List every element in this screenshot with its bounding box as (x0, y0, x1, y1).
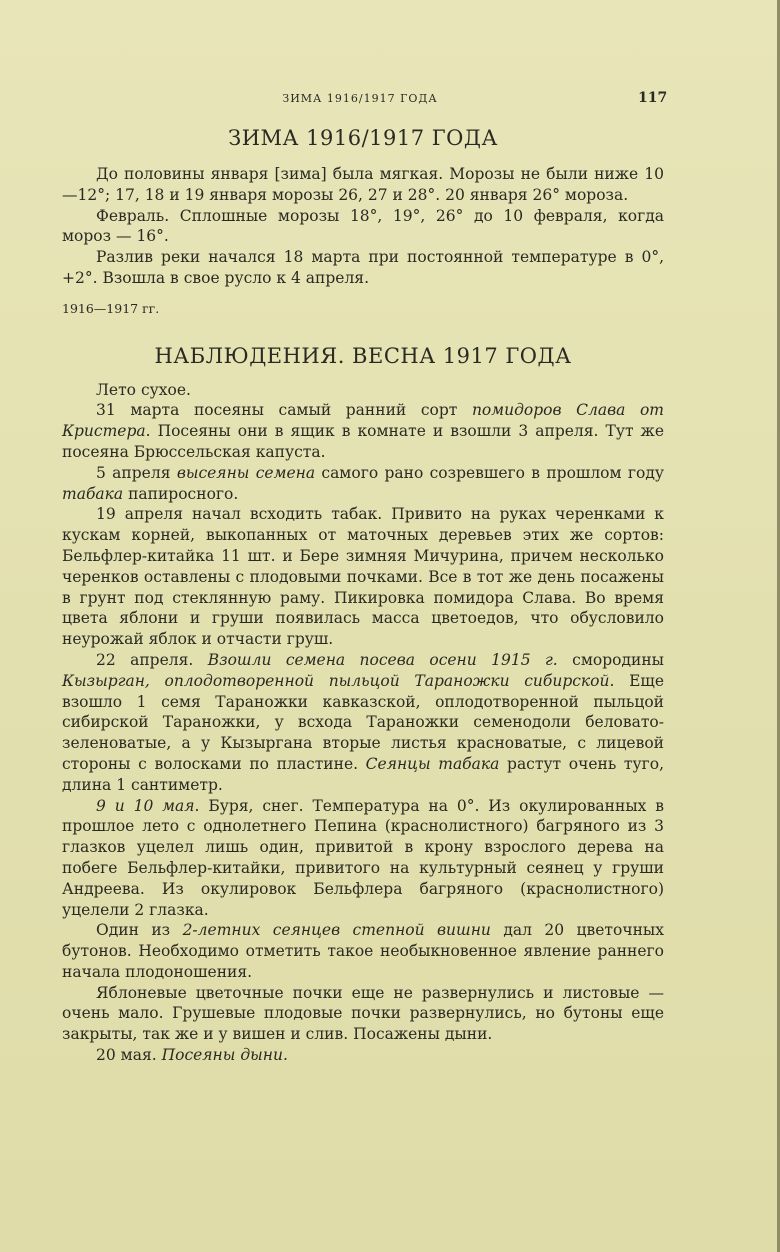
text-run: дал 20 цветочных бутонов. Необходимо отметить такое необыкновенное явление раннего начала плодоношения. (62, 921, 664, 981)
page-number: 117 (638, 90, 668, 106)
text-run: 22 апреля. (96, 650, 208, 669)
section-title-winter: ЗИМА 1916/1917 ГОДА (228, 126, 498, 150)
paragraph: До половины января [зима] была мягкая. Морозы не были ниже 10—12°; 17, 18 и 19 января морозы 26, 27 и 28°. 20 января 26° мороза. (62, 165, 664, 204)
text-run: растут очень туго, длина 1 сантиметр. (62, 754, 664, 794)
text-run: . Посеяны они в ящик в комнате и взошли 3 апреля. Тут же посеяна Брюссельская капуста. (62, 422, 664, 461)
text-run: Один из (96, 921, 183, 940)
text-run: 20 мая. (96, 1046, 162, 1065)
italic-run: помидоров Слава от Кристера (62, 401, 664, 441)
italic-run: 9 и 10 мая (96, 796, 195, 815)
paragraph (62, 400, 664, 462)
paragraph: Разлив реки начался 18 марта при постоянной температуре в 0°, +2°. Взошла в свое русло к 4 апреля. (62, 248, 664, 287)
paragraph: 19 апреля начал всходить табак. Привито на руках черенками к кускам корней, выкопанных от маточных деревьев этих же сортов: Бельфлер-китайка 11 шт. и Бере зимняя Мичурина, причем несколько черенков оставлены с плодовыми почками. Все в тот же день посажены в грунт под стеклянную раму. Пикировка помидора Слава. Во время цвета яблони и груши появилась масса цветоедов, что обусловило неурожай яблок и отчасти груш. (62, 505, 664, 649)
text-run: самого рано созревшего в прошлом году (315, 463, 664, 482)
paragraph (62, 1045, 664, 1066)
paragraph: Лето сухое. (96, 380, 191, 399)
text-run: смородины (557, 650, 665, 669)
italic-run: табака (62, 484, 124, 503)
section-title-spring: НАБЛЮДЕНИЯ. ВЕСНА 1917 ГОДА (154, 343, 572, 368)
italic-run: Посеяны дыни. (161, 1046, 288, 1065)
italic-run: 2-летних сеянцев степной вишни (182, 921, 491, 940)
text-run: 31 марта посеяны самый ранний сорт (96, 401, 472, 420)
running-title: ЗИМА 1916/1917 ГОДА (282, 92, 438, 105)
paragraph (62, 796, 664, 921)
paragraph (62, 650, 664, 796)
italic-run: высеяны семена (176, 463, 316, 482)
running-header (0, 92, 780, 110)
italic-run: Сеянцы табака (365, 754, 500, 773)
text-run: . Еще взошло 1 семя Тараножки кавказской, оплодотворенной пыльцой сибирской Тараножки, у всхода Тараножки семенодоли беловато-зеленоватые, а у Кызыргана вторые листья красноватые, с лицевой стороны с волосками по пластине. (62, 671, 664, 773)
paragraph: Яблоневые цветочные почки еще не развернулись и листовые — очень мало. Грушевые плодовые почки развернулись, но бутоны еще закрыты, так же и у вишен и слив. Посажены дыни. (62, 983, 664, 1044)
italic-run: Взошли семена посева осени 1915 г. (207, 650, 558, 669)
text-run: 5 апреля (96, 463, 177, 482)
paragraph (62, 920, 664, 982)
text-run: . Буря, снег. Температура на 0°. Из окулированных в прошлое лето с однолетнего Пепина (краснолистного) багряного из 3 глазков уцелел лишь один, привитой в крону взрослого дерева на побеге Бельфлер-китайки, привитого на культурный сеянец у груши Андреева. Из окулировок Бельфлера багряного (краснолистного) уцелели 2 глазка. (62, 796, 665, 919)
paragraph: Февраль. Сплошные морозы 18°, 19°, 26° до 10 февраля, когда мороз — 16°. (62, 206, 664, 246)
date-note: 1916—1917 гг. (62, 300, 160, 316)
text-run: папиросного. (123, 484, 239, 503)
text-block (62, 118, 664, 1066)
italic-run: Кызырган, оплодотворенной пыльцой Тараножки сибирской (62, 671, 610, 690)
paragraph (62, 463, 664, 505)
